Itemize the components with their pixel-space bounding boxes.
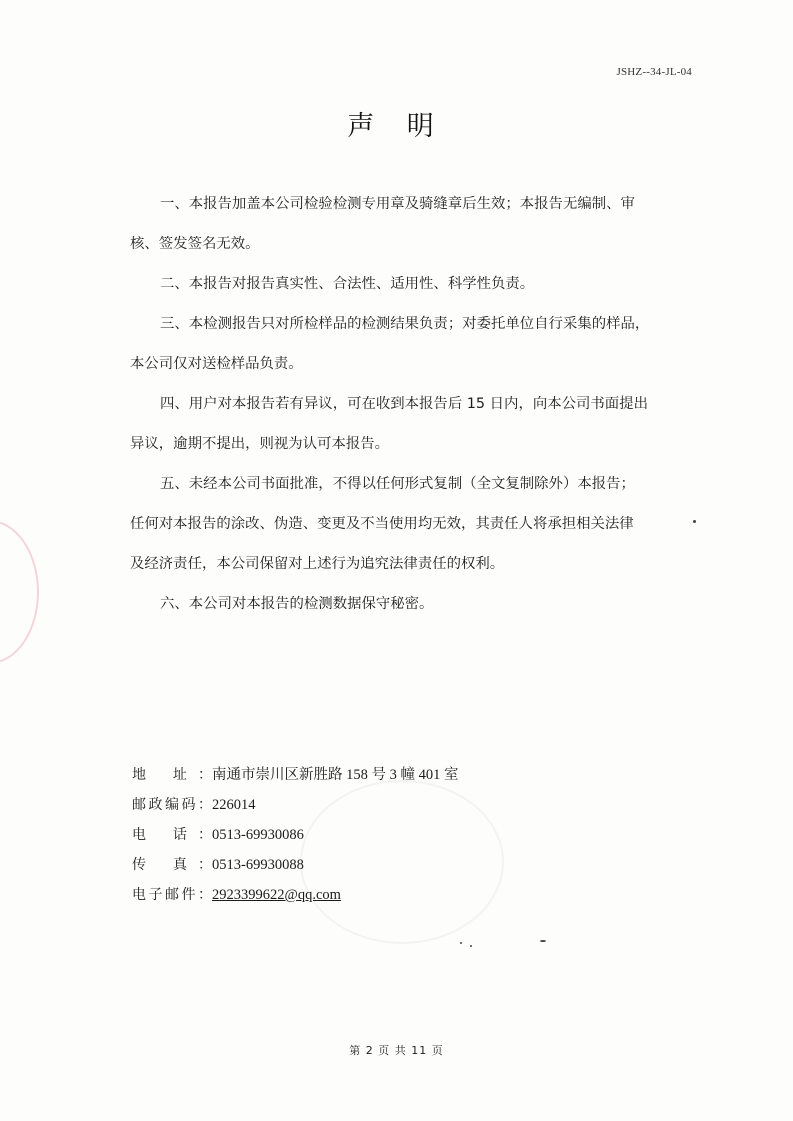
clause-line: 四、用户对本报告若有异议，可在收到本报告后 15 日内，向本公司书面提出 bbox=[160, 396, 648, 412]
page-title: 声 明 bbox=[347, 111, 446, 142]
clause-line: 二、本报告对报告真实性、合法性、适用性、科学性负责。 bbox=[160, 276, 535, 292]
clause-4 bbox=[130, 384, 690, 464]
fax-label: 传 真： bbox=[132, 857, 212, 873]
page-number: 第 2 页 共 11 页 bbox=[349, 1044, 444, 1057]
address-label: 地 址： bbox=[132, 767, 212, 783]
clause-line: 及经济责任，本公司保留对上述行为追究法律责任的权利。 bbox=[130, 556, 505, 572]
clause-line: 五、未经本公司书面批准，不得以任何形式复制（全文复制除外）本报告； bbox=[160, 476, 635, 492]
scan-speck bbox=[540, 940, 546, 942]
postcode-row bbox=[132, 790, 632, 820]
scan-speck bbox=[460, 942, 462, 944]
clause-3 bbox=[130, 304, 690, 384]
clause-line: 本公司仅对送检样品负责。 bbox=[130, 356, 303, 372]
postcode-label: 邮政编码： bbox=[132, 797, 212, 813]
phone-label: 电 话： bbox=[132, 827, 212, 843]
clause-line: 三、本检测报告只对所检样品的检测结果负责；对委托单位自行采集的样品， bbox=[160, 316, 650, 332]
document-code: JSHZ--34-JL-04 bbox=[616, 66, 692, 78]
scan-speck bbox=[693, 520, 696, 523]
address-value: 南通市崇川区新胜路 158 号 3 幢 401 室 bbox=[212, 767, 459, 783]
postcode-value: 226014 bbox=[212, 797, 256, 813]
clause-line: 异议，逾期不提出，则视为认可本报告。 bbox=[130, 436, 390, 452]
clause-2 bbox=[130, 264, 690, 304]
email-link[interactable]: 2923399622@qq.com bbox=[212, 887, 341, 903]
clause-line: 任何对本报告的涂改、伪造、变更及不当使用均无效，其责任人将承担相关法律 bbox=[130, 516, 634, 532]
phone-row bbox=[132, 820, 632, 850]
address-row bbox=[132, 760, 632, 790]
phone-value: 0513-69930086 bbox=[212, 827, 304, 843]
declaration-clauses bbox=[130, 184, 690, 624]
contact-info bbox=[132, 760, 632, 910]
clause-line: 一、本报告加盖本公司检验检测专用章及骑缝章后生效；本报告无编制、审 bbox=[160, 196, 635, 212]
clause-1 bbox=[130, 184, 690, 264]
clause-line: 核、签发签名无效。 bbox=[130, 236, 260, 252]
seal-stamp-left-edge bbox=[0, 520, 39, 664]
email-label: 电子邮件： bbox=[132, 887, 212, 903]
scan-speck bbox=[470, 945, 472, 947]
fax-value: 0513-69930088 bbox=[212, 857, 304, 873]
clause-5 bbox=[130, 464, 690, 584]
clause-6 bbox=[130, 584, 690, 624]
email-row bbox=[132, 880, 632, 910]
clause-line: 六、本公司对本报告的检测数据保守秘密。 bbox=[160, 596, 434, 612]
fax-row bbox=[132, 850, 632, 880]
